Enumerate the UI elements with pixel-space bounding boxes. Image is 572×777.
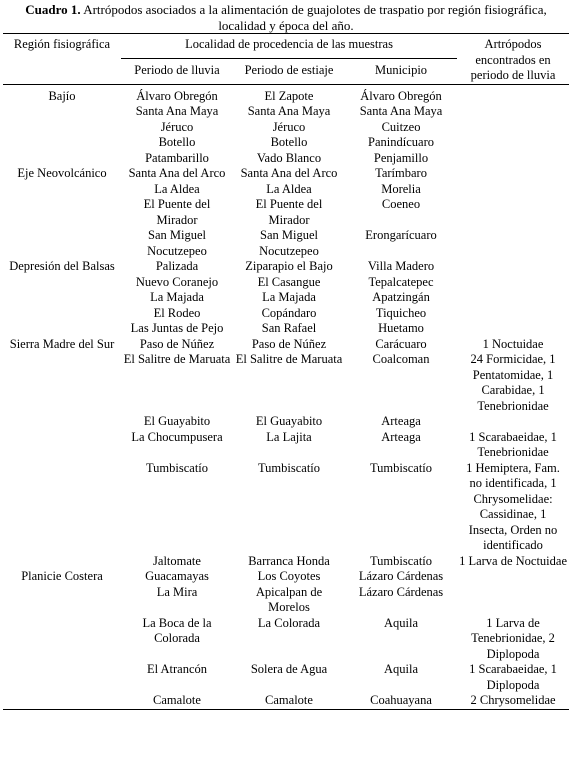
cell-lluvia: La Mira (156, 584, 198, 599)
cell-estiaje: El Zapote (264, 88, 314, 103)
table-row (3, 693, 569, 709)
cell-region (3, 120, 121, 136)
cell-lluvia: Jéruco (160, 119, 194, 134)
cell-region (3, 228, 121, 259)
cell-arthropods: 2 Chrysomelidae (457, 693, 569, 709)
cell-region (3, 290, 121, 306)
cell-estiaje: El Casangue (257, 274, 321, 289)
table-row (3, 554, 569, 570)
cell-municipio: Tiquicheo (375, 305, 427, 320)
cell-arthropods (457, 290, 569, 306)
table-row (3, 166, 569, 182)
cell-estiaje: La Aldea (266, 181, 312, 196)
cell-estiaje: Solera de Agua (250, 662, 328, 676)
cell-lluvia: El Salitre de Maruata (123, 352, 231, 366)
table-row (3, 151, 569, 167)
cell-lluvia: Las Juntas de Pejo (130, 321, 224, 335)
table-row (3, 461, 569, 554)
cell-region (3, 275, 121, 291)
cell-arthropods: 1 Noctuidae (482, 336, 544, 351)
cell-region (3, 693, 121, 709)
cell-lluvia: Nuevo Coranejo (135, 274, 219, 289)
table-row (3, 585, 569, 616)
cell-arthropods (457, 104, 569, 120)
cell-estiaje: Santa Ana Maya (247, 104, 331, 118)
cell-lluvia: Álvaro Obregón (136, 88, 218, 103)
table-row (3, 275, 569, 291)
table-row (3, 197, 569, 228)
cell-estiaje: San Miguel Nocutzepeo (259, 228, 319, 258)
cell-arthropods: 1 Larva de Noctuidae (459, 553, 567, 568)
cell-arthropods (457, 135, 569, 151)
table-row (3, 352, 569, 414)
cell-arthropods (457, 321, 569, 337)
cell-municipio: Panindícuaro (368, 135, 434, 149)
cell-estiaje: El Salitre de Maruata (235, 352, 343, 366)
cell-estiaje: Jéruco (272, 119, 306, 134)
cell-arthropods (457, 166, 569, 182)
cell-region (3, 662, 121, 693)
table-row (3, 290, 569, 306)
cell-lluvia: Tumbiscatío (145, 460, 209, 475)
cell-estiaje: El Puente del Mirador (255, 197, 323, 227)
cell-estiaje: Copándaro (261, 305, 317, 320)
table-row (3, 321, 569, 337)
cell-lluvia: La Boca de la Colorada (142, 615, 212, 645)
cell-region (3, 461, 121, 554)
table-row (3, 414, 569, 430)
table-row (3, 135, 569, 151)
table-row (3, 662, 569, 693)
cell-estiaje: La Majada (262, 290, 316, 304)
header-region: Región fisiográfica (3, 34, 121, 85)
cell-municipio: Cuitzeo (381, 119, 421, 134)
cell-lluvia: Santa Ana del Arco (128, 166, 226, 180)
table-row (3, 84, 569, 104)
cell-municipio: Apatzingán (372, 290, 430, 304)
cell-arthropods (457, 84, 569, 104)
cell-municipio: Arteaga (381, 414, 421, 428)
cell-estiaje: San Rafael (261, 321, 317, 335)
cell-arthropods (457, 197, 569, 228)
cell-region (3, 321, 121, 337)
cell-region (3, 104, 121, 120)
cell-municipio: Tumbiscatío (369, 460, 433, 475)
table-row (3, 259, 569, 275)
cell-lluvia: Jaltomate (153, 553, 201, 568)
cell-municipio: Villa Madero (367, 259, 435, 273)
cell-region (3, 430, 121, 461)
cell-arthropods (457, 585, 569, 616)
cell-arthropods (457, 120, 569, 136)
cell-lluvia: El Rodeo (153, 305, 201, 320)
cell-lluvia: Guacamayas (145, 569, 209, 583)
table-row (3, 616, 569, 663)
cell-municipio: Tumbiscatío (369, 553, 433, 568)
cell-municipio: Huetamo (378, 321, 424, 335)
cell-estiaje: Vado Blanco (256, 150, 322, 165)
cell-estiaje: Apicalpan de Morelos (255, 584, 323, 614)
caption-text: Artrópodos asociados a la alimentación de guajolotes de traspatio por región fisiográfica, localidad y época del año. (83, 2, 547, 33)
table-caption (0, 0, 572, 33)
cell-estiaje: Camalote (233, 693, 345, 709)
cell-municipio: Carácuaro (375, 336, 427, 351)
cell-lluvia: Patambarillo (145, 150, 209, 165)
cell-municipio: Tarímbaro (375, 166, 427, 180)
cell-region (3, 182, 121, 198)
cell-estiaje: Ziparapio el Bajo (245, 259, 333, 273)
caption-label: Cuadro 1. (25, 2, 81, 17)
cell-municipio: Álvaro Obregón (360, 88, 442, 103)
cell-arthropods: 1 Hemiptera, Fam. no identificada, 1 Chrysomelidae: Cassidinae, 1 Insecta, Orden no identificado (466, 460, 560, 552)
cell-region: Planicie Costera (21, 569, 103, 583)
cell-region (3, 135, 121, 151)
cell-municipio: Tepalcatepec (368, 274, 434, 289)
table-row (3, 120, 569, 136)
cell-arthropods (457, 414, 569, 430)
cell-region (3, 414, 121, 430)
cell-arthropods: 1 Scarabaeidae, 1 Tenebrionidae (469, 429, 557, 459)
cell-region: Sierra Madre del Sur (9, 336, 115, 351)
cell-arthropods (457, 275, 569, 291)
cell-municipio: Arteaga (381, 429, 421, 444)
cell-lluvia: Paso de Núñez (139, 336, 215, 351)
table-row (3, 430, 569, 461)
table-row (3, 182, 569, 198)
cell-region: Bajío (48, 88, 76, 103)
cell-estiaje: Tumbiscatío (257, 460, 321, 475)
table-row (3, 569, 569, 585)
cell-municipio: Lázaro Cárdenas (358, 584, 444, 599)
cell-municipio: Penjamillo (373, 150, 429, 165)
cell-lluvia: La Aldea (154, 181, 200, 196)
cell-lluvia: El Puente del Mirador (143, 197, 211, 227)
table-body (3, 84, 569, 709)
header-artropodos: Artrópodos encontrados en periodo de lluvia (457, 34, 569, 85)
cell-estiaje: La Colorada (257, 615, 321, 630)
cell-estiaje: Los Coyotes (257, 569, 321, 583)
cell-estiaje: Botello (270, 135, 308, 149)
cell-arthropods: 1 Scarabaeidae, 1 Diplopoda (469, 662, 557, 692)
cell-municipio: Aquila (384, 615, 419, 630)
cell-estiaje: Paso de Núñez (251, 336, 327, 351)
cell-arthropods (457, 259, 569, 275)
cell-lluvia: Botello (158, 135, 196, 149)
cell-municipio: Morelia (381, 181, 421, 196)
cell-region (3, 352, 121, 414)
cell-lluvia: Camalote (121, 693, 233, 709)
cell-region: Depresión del Balsas (9, 259, 115, 273)
cell-arthropods (457, 569, 569, 585)
cell-lluvia: La Majada (150, 290, 204, 304)
cell-arthropods: 24 Formicidae, 1 Pentatomidae, 1 Carabidae, 1 Tenebrionidae (470, 352, 556, 413)
table-row (3, 337, 569, 353)
cell-region (3, 554, 121, 570)
cell-arthropods (457, 182, 569, 198)
cell-lluvia: El Atrancón (146, 662, 208, 676)
cell-region: Eje Neovolcánico (17, 166, 107, 180)
header-municipio: Municipio (345, 59, 457, 84)
cell-arthropods (457, 151, 569, 167)
cell-arthropods: 1 Larva de Tenebrionidae, 2 Diplopoda (471, 615, 555, 661)
cell-municipio: Lázaro Cárdenas (358, 569, 444, 583)
cell-region (3, 585, 121, 616)
cell-lluvia: Palizada (155, 259, 199, 273)
table-row (3, 306, 569, 322)
table-row (3, 228, 569, 259)
cell-region (3, 306, 121, 322)
header-lluvia: Periodo de lluvia (121, 59, 233, 84)
cell-lluvia: Santa Ana Maya (135, 104, 219, 118)
cell-lluvia: San Miguel Nocutzepeo (147, 228, 207, 258)
cell-region (3, 616, 121, 663)
cell-region (3, 151, 121, 167)
table-row (3, 104, 569, 120)
arthropods-table (3, 33, 569, 710)
cell-estiaje: Barranca Honda (248, 553, 330, 568)
header-localidad: Localidad de procedencia de las muestras (121, 34, 457, 59)
cell-municipio: Erongarícuaro (365, 228, 437, 242)
cell-region (3, 197, 121, 228)
cell-municipio: Coalcoman (372, 352, 430, 366)
cell-municipio: Aquila (384, 662, 419, 676)
cell-municipio: Coahuayana (345, 693, 457, 709)
cell-arthropods (457, 228, 569, 259)
cell-arthropods (457, 306, 569, 322)
cell-estiaje: La Lajita (266, 429, 312, 444)
cell-lluvia: El Guayabito (143, 414, 211, 428)
cell-municipio: Coeneo (381, 197, 421, 211)
cell-municipio: Santa Ana Maya (359, 104, 443, 118)
cell-estiaje: Santa Ana del Arco (240, 166, 338, 180)
cell-lluvia: La Chocumpusera (131, 429, 223, 444)
header-estiaje: Periodo de estiaje (233, 59, 345, 84)
cell-estiaje: El Guayabito (255, 414, 323, 428)
